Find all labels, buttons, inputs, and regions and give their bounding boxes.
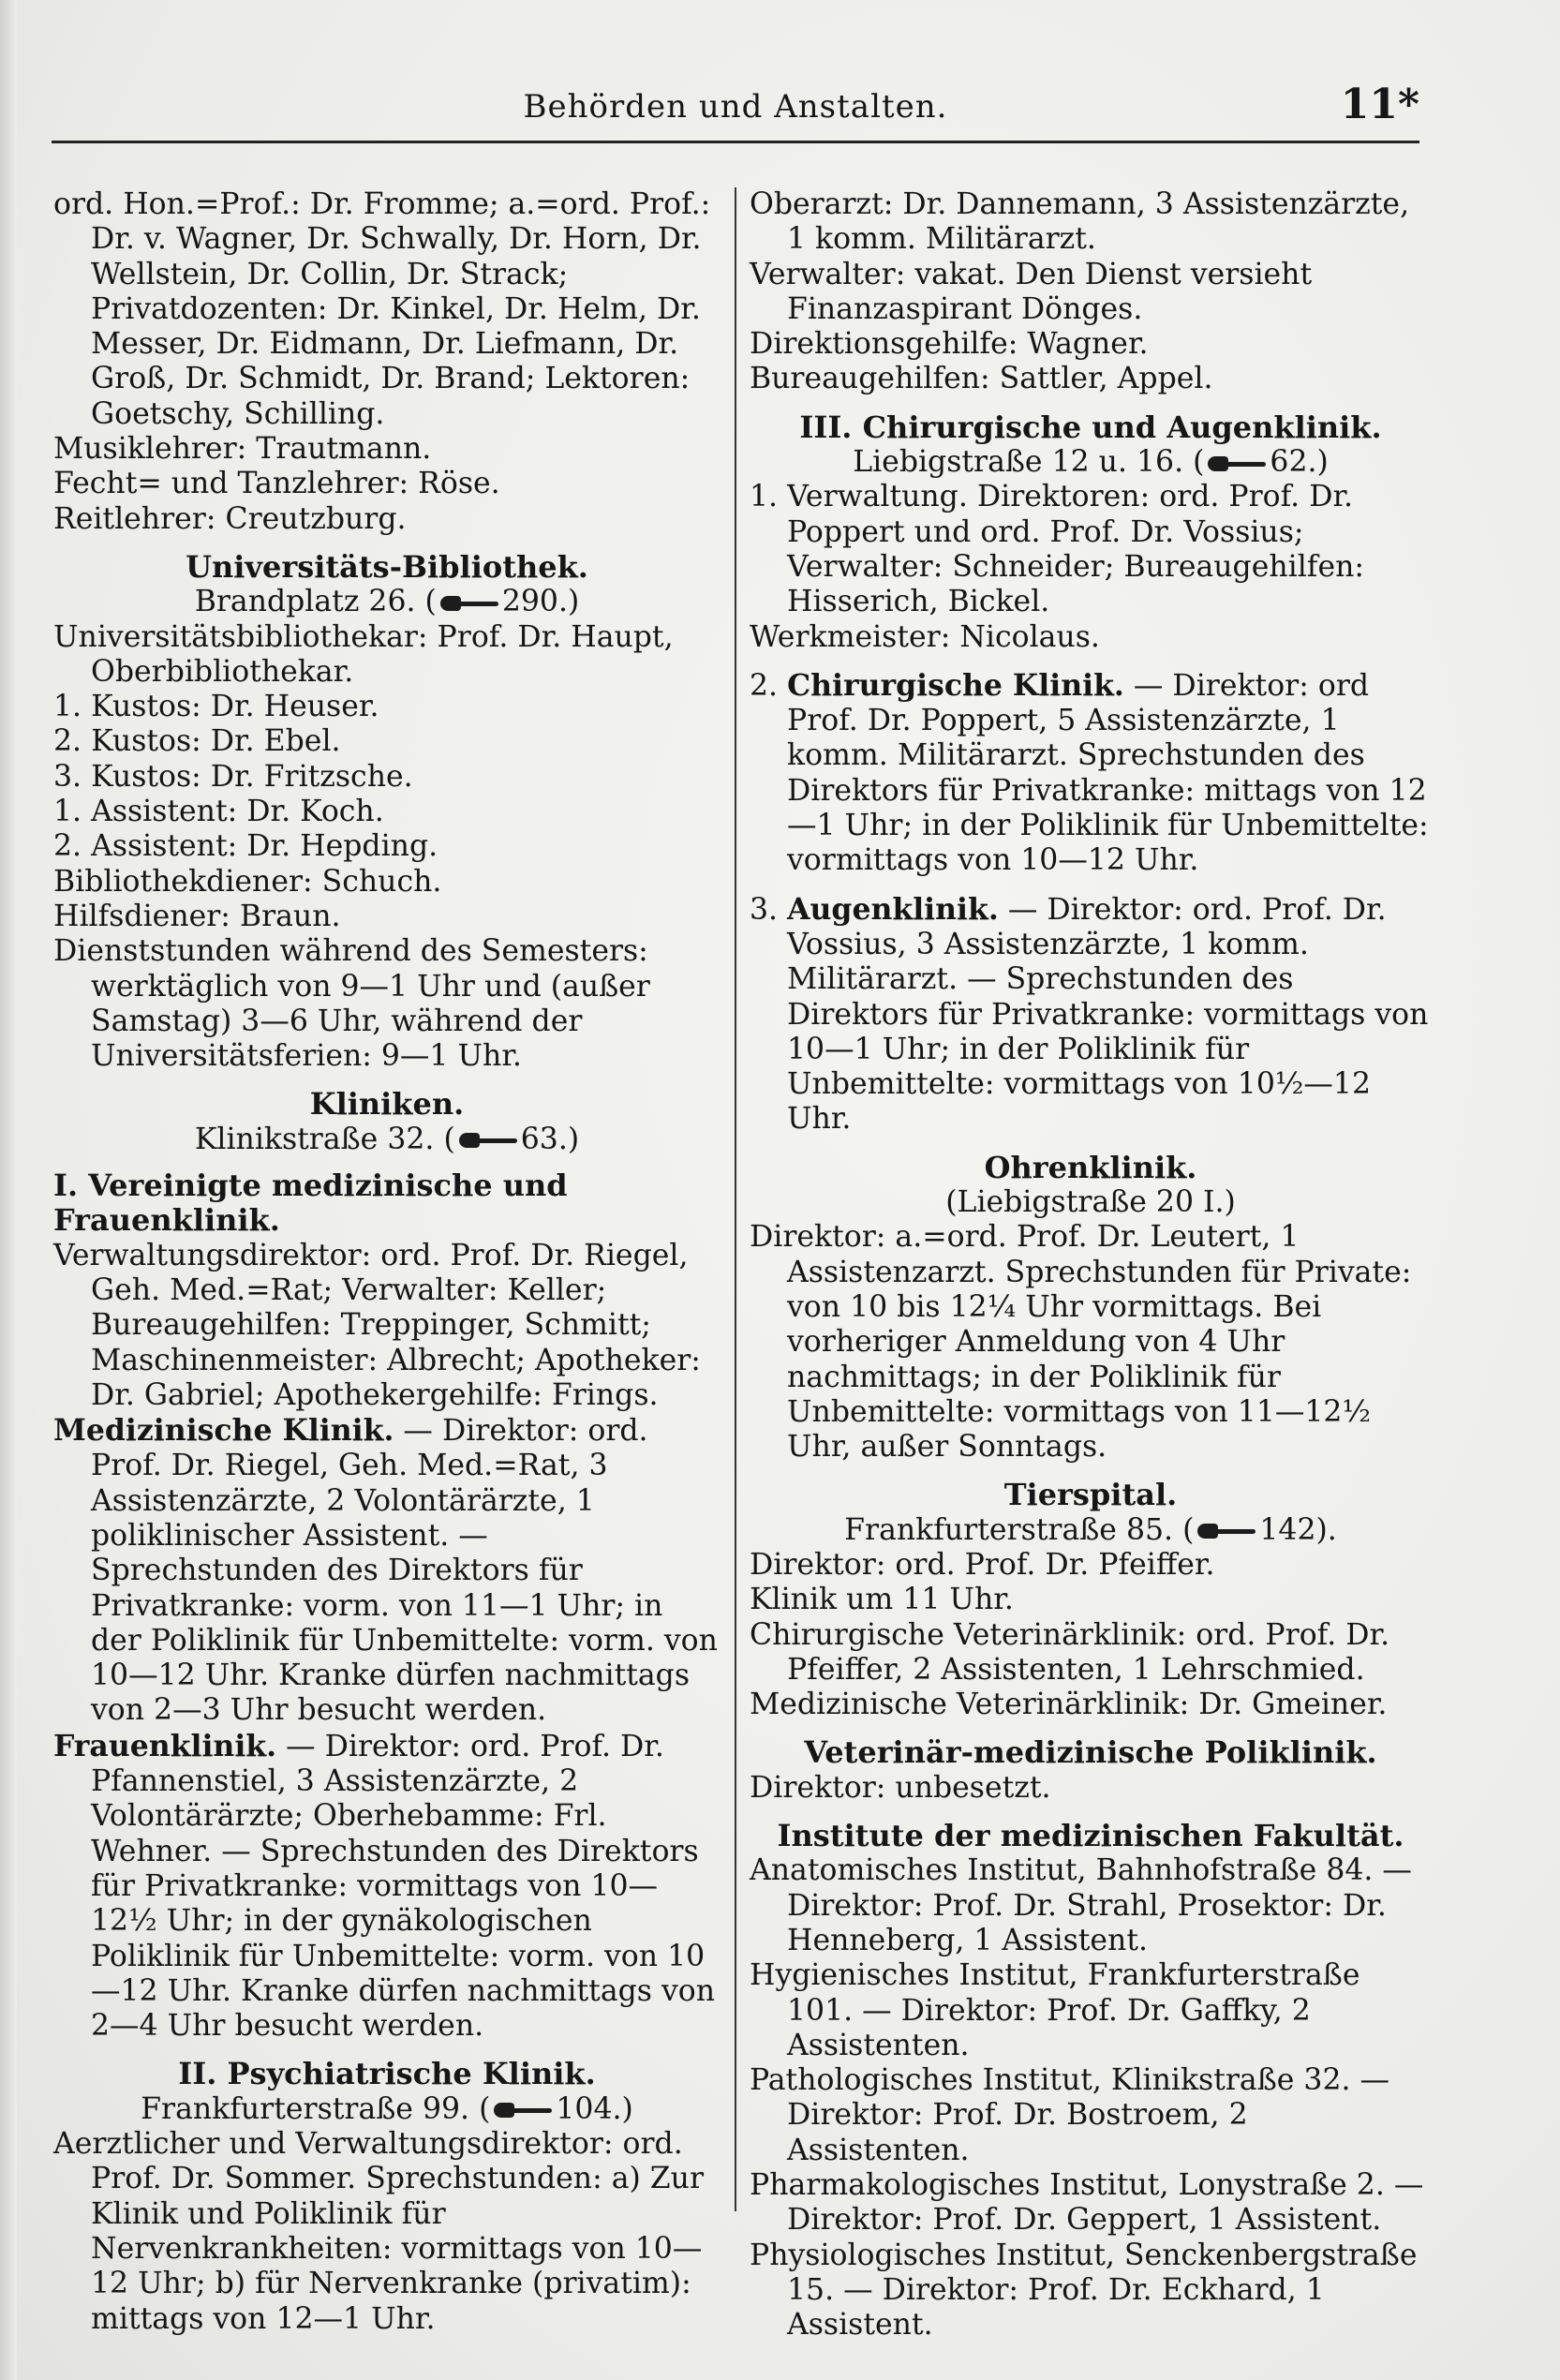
entry-text: — Direktor: ord. Prof. Dr. Riegel, Geh. Med.=Rat, 3 Assistenzärzte, 2 Volontärärzte, 1 poliklinischer Assistent. — Sprechstunden des Direktors für Privatkranke: vorm. von 11—1 Uhr; in der Poliklinik für Unbemittelte: vorm. von 10—12 Uhr. Kranke dürfen nachmittags von 2—3 Uhr besucht werden. — [91, 1414, 718, 1728]
section-heading-medical-faculty-institutes: Institute der medizinischen Fakultät. — [777, 1818, 1404, 1854]
page-header — [52, 75, 1419, 145]
entry-lead: Frauenklinik. — [53, 1728, 277, 1763]
auxiliary-servant: Hilfsdiener: Braun. — [53, 899, 341, 933]
animal-hospital-director: Direktor: ord. Prof. Dr. Pfeiffer. — [750, 1547, 1215, 1582]
library-hours: Dienststunden während des Semesters: werktäglich von 9—1 Uhr und (außer Samstag) 3—6 Uhr, während der Universitätsferien: 9—1 Uhr. — [53, 934, 650, 1074]
entry-number: 3. — [750, 892, 779, 927]
telephone-number: 104.) — [556, 2091, 633, 2126]
telephone-hand-icon — [440, 594, 498, 613]
section-heading-surgical-eye-clinic: III. Chirurgische und Augenklinik. — [799, 409, 1382, 445]
running-title: Behörden und Anstalten. — [523, 88, 948, 126]
office-assistants: Bureaugehilfen: Sattler, Appel. — [750, 362, 1213, 396]
administrator: Verwalter: vakat. Den Dienst versieht Finanzaspirant Dönges. — [750, 257, 1313, 326]
custodian-2: 2. Kustos: Dr. Ebel. — [53, 724, 341, 759]
entry-lead: Medizinische Klinik. — [53, 1413, 394, 1449]
entry-lead: Augenklinik. — [787, 891, 999, 927]
riding-teacher: Reitlehrer: Creutzburg. — [53, 501, 407, 536]
section-heading-psychiatric-clinic: II. Psychiatrische Klinik. — [178, 2056, 596, 2092]
page-binding-edge — [0, 0, 17, 2380]
address-text: Frankfurterstraße 85. — [844, 1512, 1174, 1547]
ear-clinic-director-entry: Direktor: a.=ord. Prof. Dr. Leutert, 1 Assistenzarzt. Sprechstunden für Private: von 10 bis 12¼ Uhr vormittags. Bei vorheriger Anmeldung von 4 Uhr nachmittags; in der Poliklinik für Unbemittelte: vormittags von 11—12½ Uhr, außer Sonntags. — [750, 1220, 1412, 1465]
left-column — [53, 187, 721, 2337]
telephone-hand-icon — [494, 2101, 552, 2120]
foreman: Werkmeister: Nicolaus. — [750, 619, 1100, 654]
animal-hospital-address: Frankfurterstraße 85. ( 142). — [844, 1512, 1337, 1547]
surgical-veterinary-clinic: Chirurgische Veterinärklinik: ord. Prof. Dr. Pfeiffer, 2 Assistenten, 1 Lehrschmied. — [750, 1617, 1390, 1687]
telephone-number: 63.) — [520, 1122, 580, 1156]
library-servant: Bibliothekdiener: Schuch. — [53, 864, 442, 899]
custodian-1: 1. Kustos: Dr. Heuser. — [53, 690, 379, 724]
clinic-hours: Klinik um 11 Uhr. — [750, 1583, 1014, 1617]
column-divider — [735, 187, 736, 2211]
telephone-number: 62.) — [1270, 445, 1329, 480]
library-address: Brandplatz 26. ( 290.) — [194, 585, 580, 619]
entry-number: 2. — [750, 668, 779, 703]
physiology-institute: Physiologisches Institut, Senckenbergstraße 15. — Direktor: Prof. Dr. Eckhard, 1 Assistent. — [750, 2238, 1418, 2343]
section-heading-animal-hospital: Tierspital. — [1003, 1477, 1178, 1513]
custodian-3: 3. Kustos: Dr. Fritzsche. — [53, 759, 413, 794]
faculty-entry: ord. Hon.=Prof.: Dr. Fromme; a.=ord. Prof.: Dr. v. Wagner, Dr. Schwally, Dr. Horn, Dr. Wellstein, Dr. Collin, Dr. Strack; Privatdozenten: Dr. Kinkel, Dr. Helm, Dr. Messer, Dr. Eidmann, Dr. Liefmann, Dr. Groß, Dr. Schmidt, Dr. Brand; Lektoren: Goetschy, Schilling. — [53, 187, 711, 431]
surgical-clinic-entry — [750, 668, 1432, 879]
medical-clinic-entry — [53, 1413, 721, 1729]
pathology-institute: Pathologisches Institut, Klinikstraße 32. — Direktor: Prof. Dr. Bostroem, 2 Assistenten. — [750, 2063, 1390, 2167]
entry-lead: Chirurgische Klinik. — [787, 667, 1124, 703]
eye-clinic-entry — [750, 892, 1432, 1138]
entry-text: — Direktor: ord. Prof. Dr. Pfannenstiel, 3 Assistenzärzte, 2 Volontärärzte; Oberhebamme: Frl. Wehner. — Sprechstunden des Direktors für Privatkranke: vormittags von 10—12½ Uhr; in der gynäkologischen Poliklinik für Unbemittelte: vorm. von 10—12 Uhr. Kranke dürfen nachmittags von 2—4 Uhr besucht werden. — [91, 1729, 715, 2044]
entry-text: — Direktor: ord. Prof. Dr. Vossius, 3 Assistenzärzte, 1 komm. Militärarzt. — Sprechstunden des Direktors für Privatkranke: vormittags von 10—1 Uhr; in der Poliklinik für Unbemittelte: vormittags von 10½—12 Uhr. — [787, 892, 1429, 1137]
fencing-teacher: Fecht= und Tanzlehrer: Röse. — [53, 467, 500, 501]
anatomical-institute: Anatomisches Institut, Bahnhofstraße 84. — Direktor: Prof. Dr. Strahl, Prosektor: Dr. Henneberg, 1 Assistent. — [750, 1853, 1412, 1957]
section-heading-ear-clinic: Ohrenklinik. — [984, 1149, 1197, 1185]
pharmacology-institute: Pharmakologisches Institut, Lonystraße 2. — Direktor: Prof. Dr. Geppert, 1 Assistent. — [750, 2168, 1424, 2238]
psychiatric-director-entry: Aerztlicher und Verwaltungsdirektor: ord. Prof. Dr. Sommer. Sprechstunden: a) Zur Klinik und Poliklinik für Nervenkrankheiten: vormittags von 10—12 Uhr; b) für Nervenkranke (privatim): mittags von 12—1 Uhr. — [53, 2127, 705, 2336]
music-teacher: Musiklehrer: Trautmann. — [53, 432, 432, 467]
section-heading-medical-womens-clinic: I. Vereinigte medizinische und Frauenklinik. — [53, 1168, 568, 1239]
administration-entry: 1. Verwaltung. Direktoren: ord. Prof. Dr. Poppert und ord. Prof. Dr. Vossius; Verwalter: Schneider; Bureaugehilfen: Hisserich, Bickel. — [750, 480, 1365, 619]
telephone-hand-icon — [459, 1131, 517, 1150]
address-text: Frankfurterstraße 99. — [141, 2091, 470, 2126]
telephone-number: 290.) — [501, 585, 580, 619]
section-heading-library: Universitäts-Bibliothek. — [186, 548, 588, 585]
telephone-hand-icon — [1208, 454, 1266, 473]
administration-entry: Verwaltungsdirektor: ord. Prof. Dr. Riegel, Geh. Med.=Rat; Verwalter: Keller; Bureaugehilfen: Treppinger, Schmitt; Maschinenmeister: Albrecht; Apotheker: Dr. Gabriel; Apothekergehilfe: Frings. — [53, 1238, 701, 1412]
assistant-2: 2. Assistent: Dr. Hepding. — [53, 829, 438, 864]
direction-assistant: Direktionsgehilfe: Wagner. — [750, 327, 1149, 362]
medical-veterinary-clinic: Medizinische Veterinärklinik: Dr. Gmeiner. — [750, 1688, 1388, 1722]
polyclinic-director: Direktor: unbesetzt. — [750, 1770, 1051, 1805]
address-text: Klinikstraße 32. — [194, 1122, 435, 1156]
section-heading-veterinary-polyclinic: Veterinär-medizinische Poliklinik. — [804, 1734, 1377, 1771]
address-text: Liebigstraße 12 u. 16. — [853, 445, 1184, 480]
clinics-address: Klinikstraße 32. ( 63.) — [194, 1122, 580, 1156]
page-number: 11* — [1340, 81, 1419, 128]
hygiene-institute: Hygienisches Institut, Frankfurterstraße 101. — Direktor: Prof. Dr. Gaffky, 2 Assistenten. — [750, 1958, 1360, 2062]
senior-physician: Oberarzt: Dr. Dannemann, 3 Assistenzärzte, 1 komm. Militärarzt. — [750, 187, 1410, 257]
womens-clinic-entry — [53, 1729, 721, 2045]
ear-clinic-address: (Liebigstraße 20 I.) — [945, 1185, 1236, 1220]
entry-text: — Direktor: ord Prof. Dr. Poppert, 5 Assistenzärzte, 1 komm. Militärarzt. Sprechstunden des Direktors für Privatkranke: mittags von 12—1 Uhr; in der Poliklinik für Unbemittelte: vormittags von 10—12 Uhr. — [787, 668, 1429, 878]
header-rule — [52, 141, 1419, 143]
telephone-hand-icon — [1197, 1522, 1255, 1540]
psychiatric-address: Frankfurterstraße 99. ( 104.) — [141, 2091, 633, 2126]
librarian: Universitätsbibliothekar: Prof. Dr. Haupt, Oberbibliothekar. — [53, 619, 674, 689]
section-heading-clinics: Kliniken. — [309, 1086, 465, 1123]
telephone-number: 142). — [1259, 1512, 1337, 1547]
assistant-1: 1. Assistent: Dr. Koch. — [53, 795, 384, 829]
address-text: Brandplatz 26. — [194, 585, 416, 619]
right-column — [750, 187, 1432, 2343]
surgical-address: Liebigstraße 12 u. 16. ( 62.) — [853, 445, 1329, 480]
